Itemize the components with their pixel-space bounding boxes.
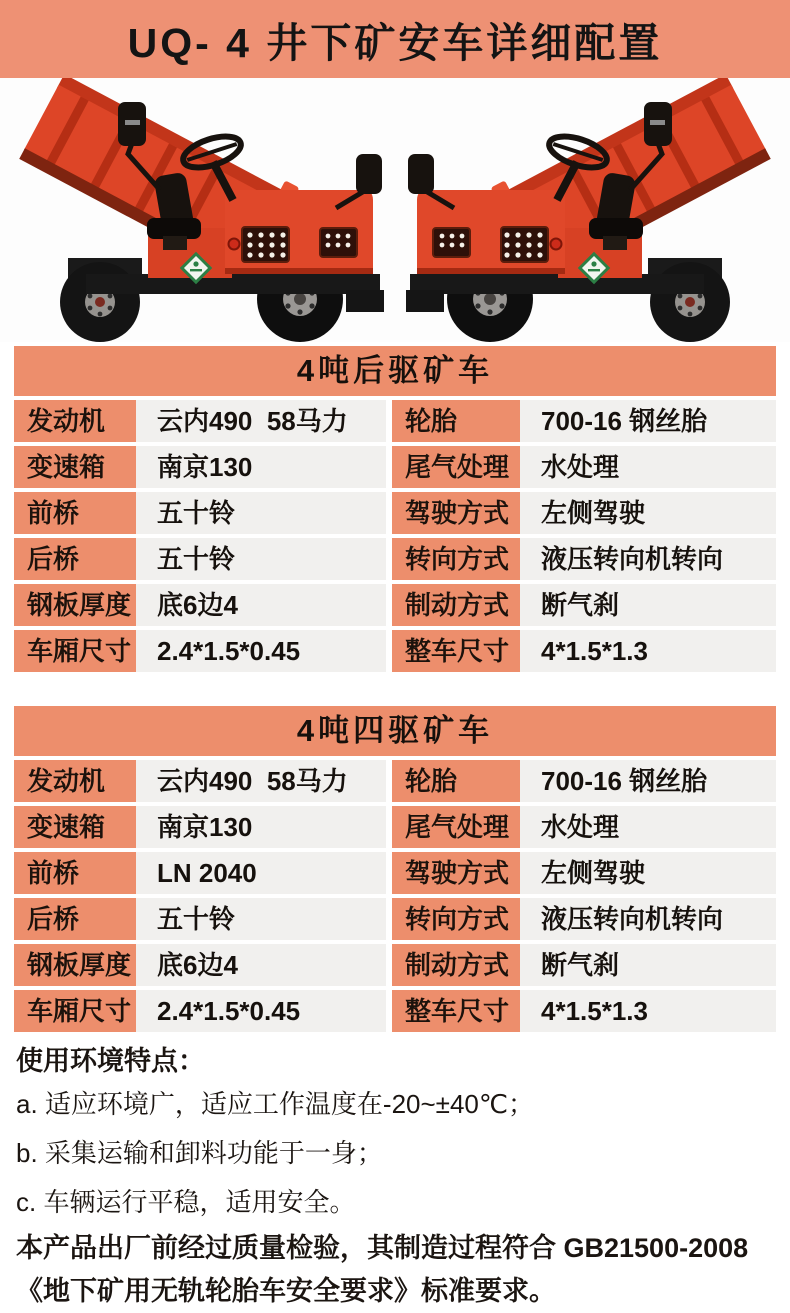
spec-value: 断气刹 (520, 584, 776, 626)
spec-label: 转向方式 (392, 898, 520, 940)
spec-value: 南京130 (136, 446, 386, 488)
table-row (14, 760, 776, 802)
spec-value: 700-16 钢丝胎 (520, 760, 776, 802)
quality-statement-line-1: 本产品出厂前经过质量检验，其制造过程符合 GB21500-2008 (16, 1233, 749, 1263)
usage-notes (16, 1042, 774, 1313)
spec-value: 云内490 58马力 (136, 400, 386, 442)
spec-label: 轮胎 (392, 400, 520, 442)
quality-statement-line-2: 《地下矿用无轨轮胎车安全要求》标准要求。 (16, 1276, 556, 1306)
spec-value: 水处理 (520, 806, 776, 848)
notes-heading: 使用环境特点： (16, 1046, 205, 1076)
spec-label: 变速箱 (14, 446, 136, 488)
note-item-c: c. 车辆运行平稳，适用安全。 (16, 1187, 356, 1217)
spec-label: 钢板厚度 (14, 584, 136, 626)
spec-label: 车厢尺寸 (14, 630, 136, 672)
spec-label: 发动机 (14, 760, 136, 802)
note-item-a: a. 适应环境广，适应工作温度在-20~±40℃； (16, 1089, 535, 1119)
truck-photo-right (395, 78, 790, 342)
spec-value: LN 2040 (136, 852, 386, 894)
spec-value: 700-16 钢丝胎 (520, 400, 776, 442)
spec-label: 后桥 (14, 898, 136, 940)
spec-label: 制动方式 (392, 944, 520, 986)
spec-label: 后桥 (14, 538, 136, 580)
spec-value: 液压转向机转向 (520, 898, 776, 940)
spec-value: 南京130 (136, 806, 386, 848)
spec-value: 液压转向机转向 (520, 538, 776, 580)
table-row (14, 630, 776, 672)
table-title: 4吨四驱矿车 (14, 706, 776, 756)
spec-label: 整车尺寸 (392, 630, 520, 672)
spec-value: 4*1.5*1.3 (520, 990, 776, 1032)
table-row (14, 852, 776, 894)
spec-label: 制动方式 (392, 584, 520, 626)
truck-photo-left (0, 78, 395, 342)
table-row (14, 990, 776, 1032)
table-row (14, 584, 776, 626)
spec-label: 轮胎 (392, 760, 520, 802)
spec-label: 尾气处理 (392, 446, 520, 488)
spec-label: 前桥 (14, 852, 136, 894)
spec-value: 2.4*1.5*0.45 (136, 630, 386, 672)
table-row (14, 944, 776, 986)
truck-illustration-icon (395, 78, 790, 342)
spec-label: 转向方式 (392, 538, 520, 580)
table-row (14, 446, 776, 488)
spec-value: 左侧驾驶 (520, 852, 776, 894)
spec-label: 前桥 (14, 492, 136, 534)
table-row (14, 806, 776, 848)
spec-label: 变速箱 (14, 806, 136, 848)
spec-label: 整车尺寸 (392, 990, 520, 1032)
page-title: UQ- 4 井下矿安车详细配置 (127, 19, 663, 66)
table-title: 4吨后驱矿车 (14, 346, 776, 396)
spec-table-four-wheel-drive (14, 706, 776, 1032)
spec-value: 左侧驾驶 (520, 492, 776, 534)
spec-label: 尾气处理 (392, 806, 520, 848)
spec-label: 驾驶方式 (392, 492, 520, 534)
table-row (14, 538, 776, 580)
spec-table-rear-drive (14, 346, 776, 672)
spec-value: 断气刹 (520, 944, 776, 986)
product-photos (0, 78, 790, 342)
title-banner (0, 0, 790, 78)
spec-value: 五十铃 (136, 538, 386, 580)
spec-value: 2.4*1.5*0.45 (136, 990, 386, 1032)
table-row (14, 400, 776, 442)
spec-value: 五十铃 (136, 492, 386, 534)
spec-label: 驾驶方式 (392, 852, 520, 894)
spec-label: 钢板厚度 (14, 944, 136, 986)
spec-value: 五十铃 (136, 898, 386, 940)
spec-value: 云内490 58马力 (136, 760, 386, 802)
table-row (14, 492, 776, 534)
truck-illustration-icon (0, 78, 395, 342)
spec-value: 水处理 (520, 446, 776, 488)
table-row (14, 898, 776, 940)
spec-value: 4*1.5*1.3 (520, 630, 776, 672)
spec-label: 发动机 (14, 400, 136, 442)
spec-value: 底6边4 (136, 584, 386, 626)
spec-value: 底6边4 (136, 944, 386, 986)
spec-label: 车厢尺寸 (14, 990, 136, 1032)
note-item-b: b. 采集运输和卸料功能于一身； (16, 1138, 383, 1168)
